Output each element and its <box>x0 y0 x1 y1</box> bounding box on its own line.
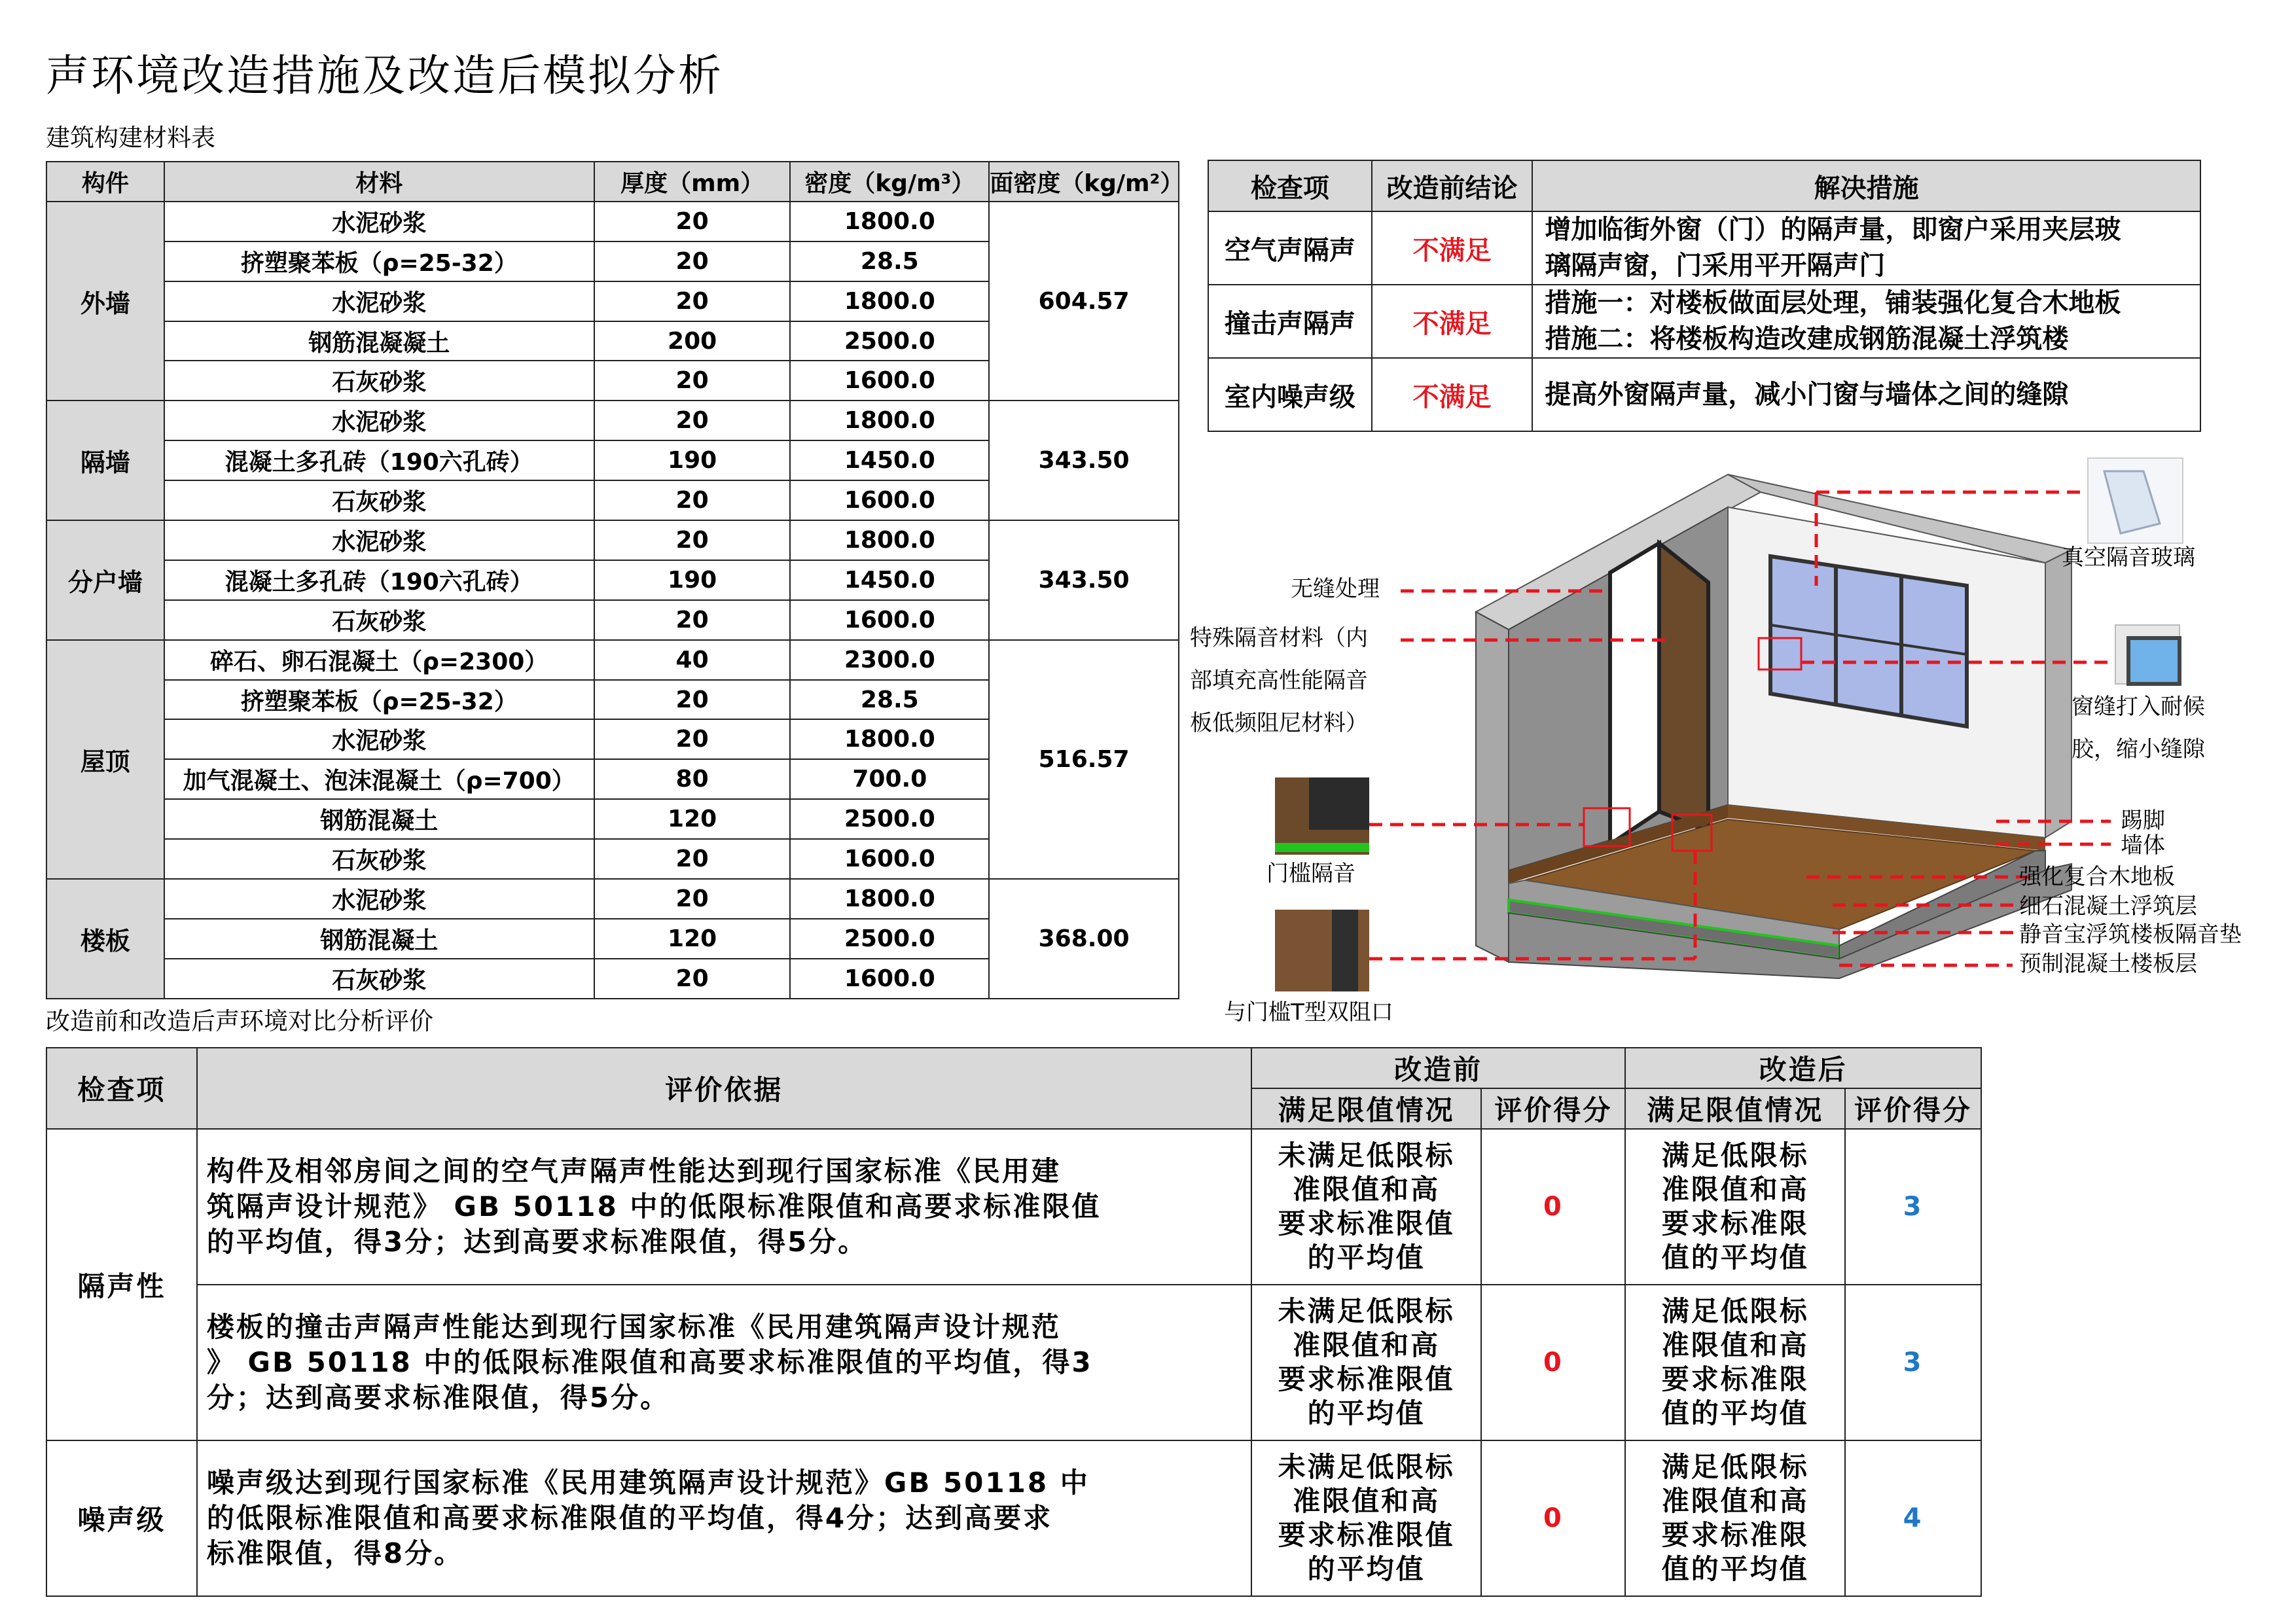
condition-line: 的平均值 <box>1307 1553 1426 1585</box>
basis-line: 》 GB 50118 中的低限标准限值和高要求标准限值的平均值，得3 <box>206 1346 1093 1378</box>
label-slab: 预制混凝土楼板层 <box>2019 951 2197 977</box>
table-row <box>46 1129 1981 1285</box>
density-cell: 1800.0 <box>790 719 989 759</box>
condition-line: 准限值和高 <box>1293 1173 1441 1205</box>
header-solution: 解决措施 <box>1532 160 2200 211</box>
after-condition-cell <box>1625 1285 1845 1440</box>
after-condition-cell <box>1625 1440 1845 1596</box>
thickness-cell: 200 <box>594 321 791 361</box>
label-vacuum-glass: 真空隔音玻璃 <box>2062 544 2195 571</box>
header-material: 材料 <box>164 162 594 202</box>
before-score-cell: 0 <box>1481 1285 1625 1440</box>
before-score-cell: 0 <box>1481 1440 1625 1596</box>
thickness-cell: 40 <box>594 640 791 680</box>
basis-line: 的低限标准限值和高要求标准限值的平均值，得4分；达到高要求 <box>206 1502 1053 1534</box>
density-cell: 1600.0 <box>790 600 989 640</box>
thickness-cell: 20 <box>594 600 791 640</box>
condition-line: 准限值和高 <box>1661 1485 1809 1517</box>
condition-line: 满足低限标 <box>1661 1451 1809 1483</box>
density-cell: 1800.0 <box>790 879 989 919</box>
basis-line: 的平均值，得3分；达到高要求标准限值，得5分。 <box>206 1226 868 1258</box>
basis-line: 构件及相邻房间之间的空气声隔声性能达到现行国家标准《民用建 <box>206 1155 1061 1187</box>
header-check-item: 检查项 <box>46 1048 197 1129</box>
basis-cell <box>197 1129 1251 1285</box>
vacuum-glass-thumbnail <box>2088 458 2183 543</box>
after-score-cell: 3 <box>1845 1129 1981 1285</box>
density-cell: 1600.0 <box>790 839 989 879</box>
table-row <box>46 1285 1981 1440</box>
after-score-cell: 3 <box>1845 1285 1981 1440</box>
thickness-cell: 20 <box>594 959 791 999</box>
material-cell: 钢筋混凝土 <box>164 799 594 839</box>
material-cell: 水泥砂浆 <box>164 202 594 241</box>
conclusion-cell: 不满足 <box>1372 358 1533 431</box>
condition-line: 未满足低限标 <box>1278 1451 1455 1483</box>
window-sealant-thumbnail <box>2115 625 2179 684</box>
before-score-cell: 0 <box>1481 1129 1625 1285</box>
density-cell: 1800.0 <box>790 281 989 321</box>
before-condition-cell <box>1251 1285 1482 1440</box>
density-cell: 1450.0 <box>790 440 989 480</box>
basis-line: 噪声级达到现行国家标准《民用建筑隔声设计规范》GB 50118 中 <box>206 1467 1090 1499</box>
evaluation-caption: 改造前和改造后声环境对比分析评价 <box>46 1007 433 1035</box>
material-cell: 石灰砂浆 <box>164 959 594 999</box>
label-special-material-3: 板低频阻尼材料） <box>1190 710 1368 736</box>
label-floor-board: 强化复合木地板 <box>2019 864 2175 890</box>
solution-line: 增加临街外窗（门）的隔声量，即窗户采用夹层玻 <box>1545 215 2121 245</box>
material-cell: 水泥砂浆 <box>164 520 594 560</box>
header-after-condition: 满足限值情况 <box>1625 1088 1845 1129</box>
basis-cell <box>197 1440 1251 1596</box>
label-special-material-2: 部填充高性能隔音 <box>1190 668 1368 694</box>
label-wall: 墙体 <box>2121 832 2165 859</box>
material-cell: 碎石、卵石混凝土（ρ=2300） <box>164 640 594 680</box>
basis-line: 楼板的撞击声隔声性能达到现行国家标准《民用建筑隔声设计规范 <box>206 1311 1061 1343</box>
solution-line: 提高外窗隔声量，减小门窗与墙体之间的缝隙 <box>1545 379 2069 410</box>
component-cell: 楼板 <box>46 879 164 999</box>
header-before-score: 评价得分 <box>1481 1088 1625 1129</box>
condition-line: 满足低限标 <box>1661 1295 1809 1327</box>
header-component: 构件 <box>46 162 164 202</box>
thickness-cell: 20 <box>594 839 791 879</box>
density-cell: 2500.0 <box>790 799 989 839</box>
material-cell: 混凝土多孔砖（190六孔砖） <box>164 440 594 480</box>
conclusion-cell: 不满足 <box>1372 285 1533 358</box>
solution-line: 措施一：对楼板做面层处理，铺装强化复合木地板 <box>1545 288 2121 318</box>
label-skirting: 踢脚 <box>2121 808 2165 834</box>
after-score-cell: 4 <box>1845 1440 1981 1596</box>
component-cell: 外墙 <box>46 202 164 401</box>
page-title: 声环境改造措施及改造后模拟分析 <box>46 50 723 101</box>
condition-line: 的平均值 <box>1307 1397 1426 1429</box>
thickness-cell: 190 <box>594 560 791 600</box>
density-cell: 1450.0 <box>790 560 989 600</box>
material-cell: 钢筋混凝土 <box>164 919 594 959</box>
density-cell: 28.5 <box>790 241 989 281</box>
condition-line: 值的平均值 <box>1661 1397 1809 1429</box>
header-check-item: 检查项 <box>1208 160 1372 211</box>
density-cell: 28.5 <box>790 680 989 720</box>
thickness-cell: 20 <box>594 361 791 401</box>
thickness-cell: 20 <box>594 241 791 281</box>
thickness-cell: 190 <box>594 440 791 480</box>
material-cell: 水泥砂浆 <box>164 401 594 440</box>
density-cell: 1600.0 <box>790 480 989 520</box>
header-before-condition: 满足限值情况 <box>1251 1088 1482 1129</box>
thickness-cell: 20 <box>594 401 791 440</box>
basis-line: 标准限值，得8分。 <box>206 1537 464 1569</box>
condition-line: 要求标准限 <box>1661 1519 1809 1551</box>
header-basis: 评价依据 <box>197 1048 1251 1129</box>
header-conclusion: 改造前结论 <box>1372 160 1533 211</box>
condition-line: 准限值和高 <box>1661 1329 1809 1361</box>
thickness-cell: 20 <box>594 879 791 919</box>
label-pad: 静音宝浮筑楼板隔音垫 <box>2019 921 2242 948</box>
door <box>1610 543 1708 844</box>
condition-line: 未满足低限标 <box>1278 1295 1455 1327</box>
condition-line: 值的平均值 <box>1661 1553 1809 1585</box>
density-cell: 1600.0 <box>790 361 989 401</box>
surface-density-cell: 604.57 <box>989 202 1179 401</box>
condition-line: 准限值和高 <box>1293 1329 1441 1361</box>
material-cell: 加气混凝土、泡沫混凝土（ρ=700） <box>164 759 594 799</box>
surface-density-cell: 368.00 <box>989 879 1179 999</box>
material-cell: 石灰砂浆 <box>164 361 594 401</box>
conclusion-cell: 不满足 <box>1372 211 1533 285</box>
condition-line: 要求标准限 <box>1661 1207 1809 1240</box>
density-cell: 1600.0 <box>790 959 989 999</box>
density-cell: 2500.0 <box>790 919 989 959</box>
material-cell: 挤塑聚苯板（ρ=25-32） <box>164 241 594 281</box>
check-item-cell: 空气声隔声 <box>1208 211 1372 285</box>
component-cell: 屋顶 <box>46 640 164 879</box>
condition-line: 要求标准限值 <box>1278 1363 1455 1395</box>
check-item-cell: 室内噪声级 <box>1208 358 1372 431</box>
material-cell: 水泥砂浆 <box>164 281 594 321</box>
t-seal-thumbnail <box>1275 910 1369 991</box>
condition-line: 要求标准限值 <box>1278 1519 1455 1551</box>
header-surface-density: 面密度（kg/m²） <box>989 162 1179 202</box>
condition-line: 的平均值 <box>1307 1241 1426 1274</box>
thickness-cell: 20 <box>594 202 791 241</box>
thickness-cell: 20 <box>594 719 791 759</box>
density-cell: 700.0 <box>790 759 989 799</box>
material-cell: 水泥砂浆 <box>164 879 594 919</box>
label-threshold: 门槛隔音 <box>1266 861 1355 887</box>
surface-density-cell: 343.50 <box>989 401 1179 520</box>
condition-line: 未满足低限标 <box>1278 1139 1455 1171</box>
evaluation-header-row <box>46 1048 1981 1088</box>
basis-line: 分；达到高要求标准限值，得5分。 <box>206 1382 670 1414</box>
solution-line: 措施二：将楼板构造改建成钢筋混凝土浮筑楼 <box>1545 324 2069 354</box>
table-row <box>46 1440 1981 1596</box>
header-before: 改造前 <box>1251 1048 1626 1088</box>
header-density: 密度（kg/m³） <box>790 162 989 202</box>
room-shell <box>1476 474 2072 978</box>
condition-line: 满足低限标 <box>1661 1139 1809 1171</box>
material-cell: 挤塑聚苯板（ρ=25-32） <box>164 680 594 720</box>
thickness-cell: 20 <box>594 520 791 560</box>
check-item-cell: 撞击声隔声 <box>1208 285 1372 358</box>
material-cell: 石灰砂浆 <box>164 839 594 879</box>
component-cell: 分户墙 <box>46 520 164 640</box>
before-condition-cell <box>1251 1440 1482 1596</box>
evaluation-table <box>46 1047 1982 1597</box>
label-special-material-1: 特殊隔音材料（内 <box>1190 625 1368 651</box>
density-cell: 1800.0 <box>790 520 989 560</box>
surface-density-cell: 516.57 <box>989 640 1179 879</box>
condition-line: 值的平均值 <box>1661 1241 1809 1274</box>
density-cell: 1800.0 <box>790 202 989 241</box>
basis-cell <box>197 1285 1251 1440</box>
condition-line: 准限值和高 <box>1661 1173 1809 1205</box>
header-thickness: 厚度（mm） <box>594 162 791 202</box>
threshold-thumbnail <box>1275 777 1369 855</box>
label-sealant-2: 胶，缩小缝隙 <box>2072 736 2205 762</box>
density-cell: 2500.0 <box>790 321 989 361</box>
material-cell: 水泥砂浆 <box>164 719 594 759</box>
check-item-cell: 隔声性 <box>46 1129 197 1440</box>
materials-caption: 建筑构建材料表 <box>46 124 215 152</box>
condition-line: 准限值和高 <box>1293 1485 1441 1517</box>
density-cell: 2300.0 <box>790 640 989 680</box>
surface-density-cell: 343.50 <box>989 520 1179 640</box>
basis-line: 筑隔声设计规范》 GB 50118 中的低限标准限值和高要求标准限值 <box>206 1190 1102 1222</box>
label-sealant-1: 窗缝打入耐候 <box>2072 694 2205 720</box>
density-cell: 1800.0 <box>790 401 989 440</box>
after-condition-cell <box>1625 1129 1845 1285</box>
thickness-cell: 120 <box>594 799 791 839</box>
label-seamless: 无缝处理 <box>1291 576 1380 602</box>
material-cell: 混凝土多孔砖（190六孔砖） <box>164 560 594 600</box>
condition-line: 要求标准限值 <box>1278 1207 1455 1240</box>
header-after-score: 评价得分 <box>1845 1088 1981 1129</box>
thickness-cell: 20 <box>594 680 791 720</box>
thickness-cell: 120 <box>594 919 791 959</box>
component-cell: 隔墙 <box>46 401 164 520</box>
material-cell: 石灰砂浆 <box>164 600 594 640</box>
material-cell: 石灰砂浆 <box>164 480 594 520</box>
header-after: 改造后 <box>1625 1048 1981 1088</box>
thickness-cell: 20 <box>594 480 791 520</box>
material-cell: 钢筋混凝凝土 <box>164 321 594 361</box>
solution-line: 璃隔声窗，门采用平开隔声门 <box>1545 251 1886 281</box>
check-item-cell: 噪声级 <box>46 1440 197 1596</box>
label-t-seal: 与门槛T型双阻口 <box>1224 999 1393 1026</box>
thickness-cell: 20 <box>594 281 791 321</box>
before-condition-cell <box>1251 1129 1482 1285</box>
label-screed: 细石混凝土浮筑层 <box>2019 893 2197 919</box>
thickness-cell: 80 <box>594 759 791 799</box>
condition-line: 要求标准限 <box>1661 1363 1809 1395</box>
